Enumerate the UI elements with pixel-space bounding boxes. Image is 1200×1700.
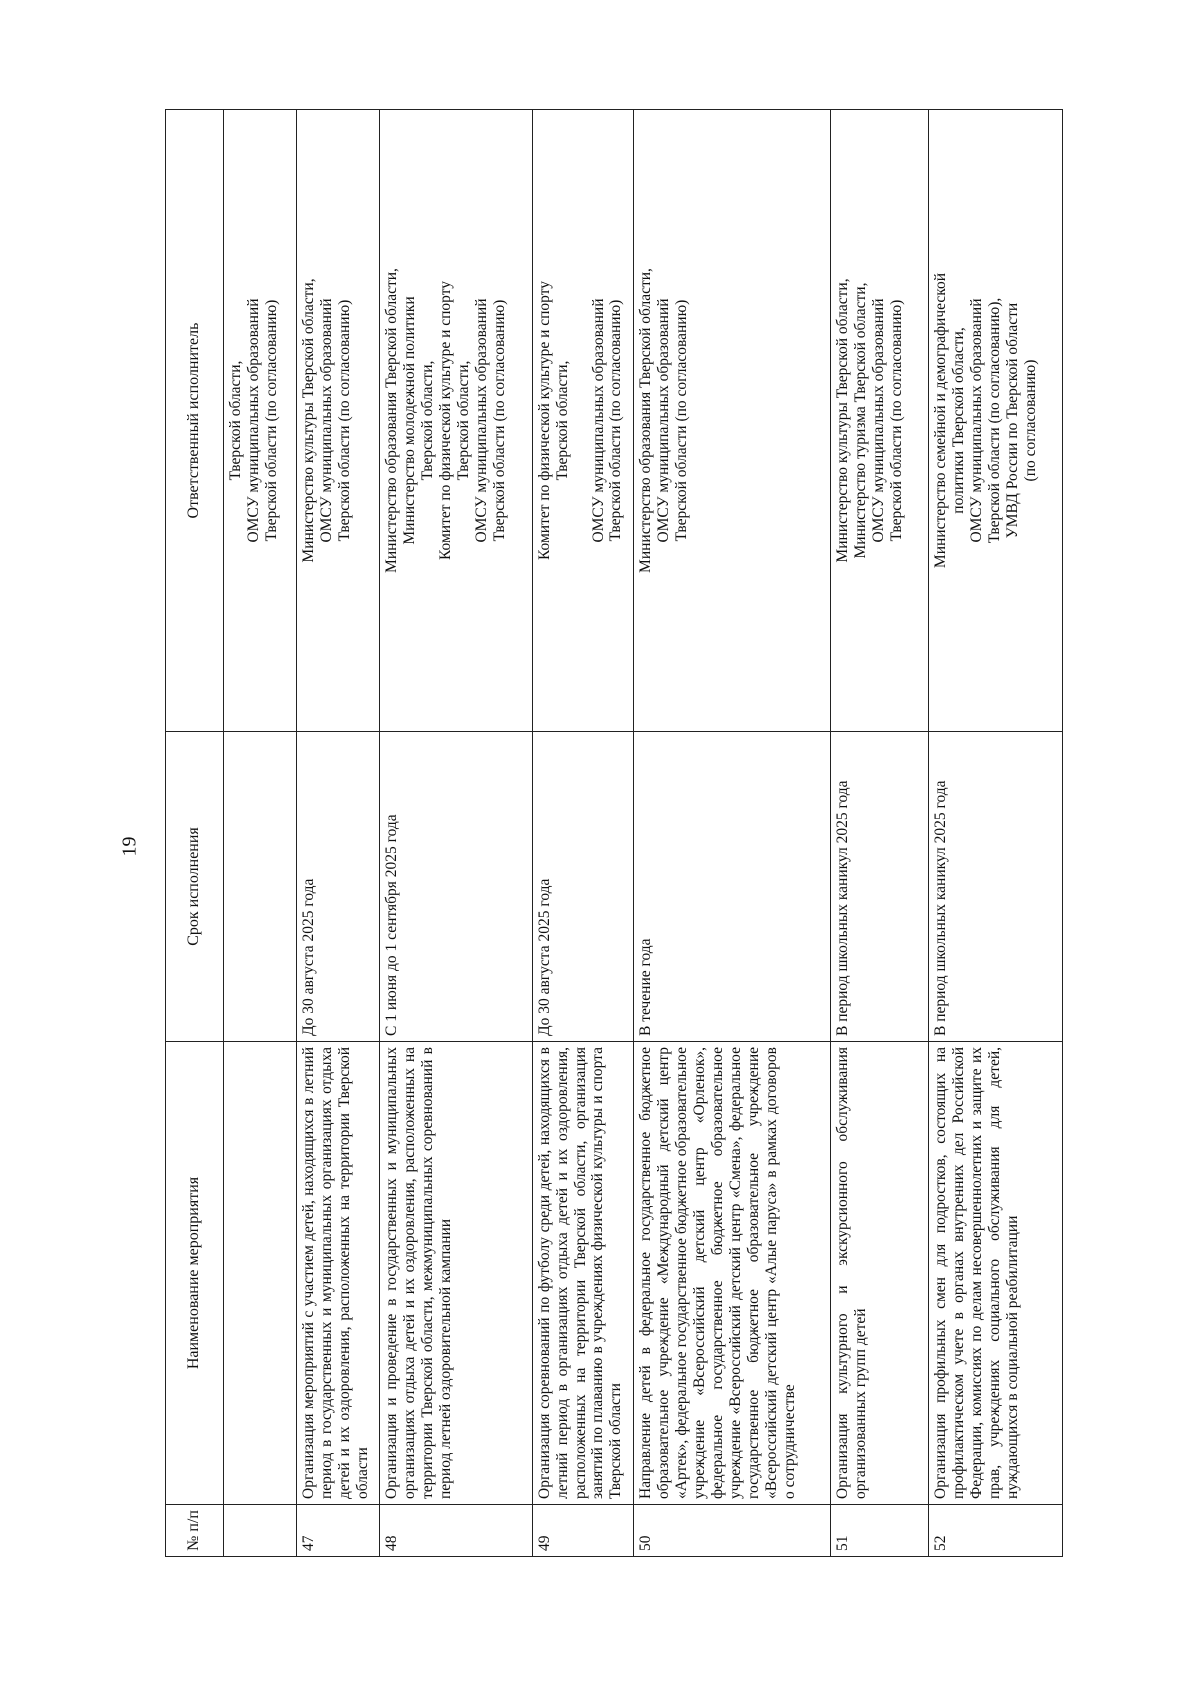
table-row-continuation xyxy=(224,110,297,1557)
event-term: В период школьных каникул 2025 года xyxy=(929,732,1063,1042)
responsible-cell: Министерство культуры Тверской области, Министерство туризма Тверской области, ОМСУ муниципальных образований Тверской области (по согласованию) xyxy=(830,110,928,732)
rotated-table-wrapper xyxy=(165,110,1063,1557)
events-table xyxy=(165,109,1063,1557)
row-number: 50 xyxy=(633,1505,830,1557)
row-number: 47 xyxy=(297,1505,380,1557)
event-name: Организация и проведение в государственных и муниципальных организациях отдыха детей и их оздоровления, расположенных на территории Тверской области, межмуниципальных соревнований в период летней оздоровительной кампании xyxy=(379,1042,532,1505)
responsible-cell: Министерство семейной и демографической политики Тверской области, ОМСУ муниципальных образований Тверской области (по согласованию), УМВД России по Тверской области (по согласованию) xyxy=(929,110,1063,732)
table-row xyxy=(297,110,380,1557)
event-term: В течение года xyxy=(633,732,830,1042)
responsible-cell: Министерство образования Тверской области, ОМСУ муниципальных образований Тверской области (по согласованию) xyxy=(633,110,830,732)
event-name: Организация мероприятий с участием детей, находящихся в летний период в государственных и муниципальных организациях отдыха детей и их оздоровления, расположенных на территории Тверской области xyxy=(297,1042,380,1505)
table-row xyxy=(379,110,532,1557)
responsible-cell: Тверской области, ОМСУ муниципальных образований Тверской области (по согласованию) xyxy=(224,110,297,732)
responsible-cell: Министерство культуры Тверской области, ОМСУ муниципальных образований Тверской области (по согласованию) xyxy=(297,110,380,732)
row-number: 49 xyxy=(532,1505,633,1557)
event-name: Организация профильных смен для подростков, состоящих на профилактическом учете в органах внутренних дел Российской Федерации, комиссиях по делам несовершеннолетних и защите их прав, учреждениях социального обслуживания для детей, нуждающихся в социальной реабилитации xyxy=(929,1042,1063,1505)
page-number: 19 xyxy=(118,836,141,857)
event-name: Организация соревнований по футболу среди детей, находящихся в летний период в организациях отдыха детей и их оздоровления, расположенных на территории Тверской области, организация занятий по плаванию в учреждениях физической культуры и спорта Тверской области xyxy=(532,1042,633,1505)
header-num: № п/п xyxy=(166,1505,224,1557)
row-number: 48 xyxy=(379,1505,532,1557)
event-term: До 30 августа 2025 года xyxy=(532,732,633,1042)
event-term: В период школьных каникул 2025 года xyxy=(830,732,928,1042)
responsible-cell: Министерство образования Тверской области, Министерство молодежной политики Тверской области, Комитет по физической культуре и спорту Тверской области, ОМСУ муниципальных образований Тверской области (по согласованию) xyxy=(379,110,532,732)
table-header-row xyxy=(166,110,224,1557)
event-term: С 1 июня до 1 сентября 2025 года xyxy=(379,732,532,1042)
header-term: Срок исполнения xyxy=(166,732,224,1042)
event-term: До 30 августа 2025 года xyxy=(297,732,380,1042)
table-row xyxy=(532,110,633,1557)
table-row xyxy=(830,110,928,1557)
header-responsible: Ответственный исполнитель xyxy=(166,110,224,732)
responsible-cell: Комитет по физической культуре и спорту Тверской области, ОМСУ муниципальных образований Тверской области (по согласованию) xyxy=(532,110,633,732)
event-name: Направление детей в федеральное государственное бюджетное образовательное учреждение «Международный детский центр «Артек», федеральное государственное бюджетное образовательное учреждение «Всероссийский детский центр «Орленок», федеральное государственное бюджетное образовательное учреждение «Всероссийский детский центр «Смена», федеральное государственное бюджетное образовательное учреждение «Всероссийский детский центр «Алые паруса» в рамках договоров о сотрудничестве xyxy=(633,1042,830,1505)
table-row xyxy=(929,110,1063,1557)
event-name: Организация культурного и экскурсионного обслуживания организованных групп детей xyxy=(830,1042,928,1505)
table-row xyxy=(633,110,830,1557)
header-name: Наименование мероприятия xyxy=(166,1042,224,1505)
row-number: 51 xyxy=(830,1505,928,1557)
row-number: 52 xyxy=(929,1505,1063,1557)
